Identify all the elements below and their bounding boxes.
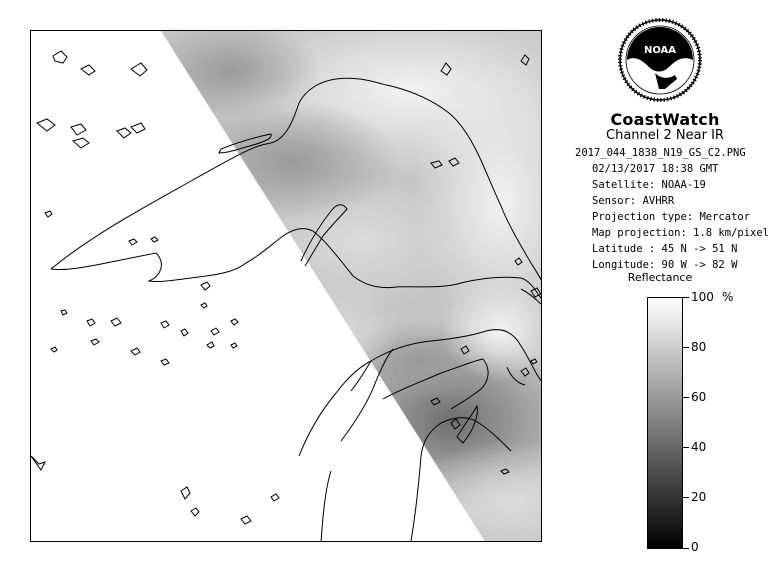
filename-label: 2017_044_1838_N19_GS_C2.PNG <box>575 147 746 159</box>
colorbar-tick <box>683 397 689 398</box>
satellite-swath <box>31 31 542 542</box>
wisconsin-shore <box>321 471 331 542</box>
colorbar-tick <box>683 297 689 298</box>
app-title: CoastWatch <box>610 110 720 129</box>
datetime-label: 02/13/2017 18:38 GMT <box>592 163 719 175</box>
colorbar-title: Reflectance <box>627 271 693 284</box>
satellite-label: Satellite: NOAA-19 <box>592 179 706 191</box>
map-svg <box>31 31 542 542</box>
satellite-image-map <box>30 30 542 542</box>
colorbar-tick <box>683 347 689 348</box>
colorbar-tick <box>683 447 689 448</box>
colorbar-tick-label: 40 <box>691 440 707 454</box>
channel-subtitle: Channel 2 Near IR <box>606 128 724 143</box>
latitude-label: Latitude : 45 N -> 51 N <box>592 243 738 255</box>
colorbar-tick-label: 60 <box>691 390 707 404</box>
colorbar <box>647 297 683 549</box>
upper-peninsula-shore <box>351 361 371 391</box>
colorbar-tick-label: 0 <box>691 540 699 554</box>
noaa-logo <box>617 17 703 103</box>
noaa-logo-svg <box>617 17 703 103</box>
colorbar-tick <box>683 497 689 498</box>
longitude-label: Longitude: 90 W -> 82 W <box>592 259 738 271</box>
projection-type-label: Projection type: Mercator <box>592 211 751 223</box>
colorbar-tick-label: 80 <box>691 340 707 354</box>
colorbar-tick-label: 20 <box>691 490 707 504</box>
colorbar-unit: % <box>722 290 734 304</box>
sensor-label: Sensor: AVHRR <box>592 195 675 207</box>
colorbar-tick <box>683 548 689 549</box>
michigan-west-shore <box>299 361 371 456</box>
noaa-logo-text: NOAA <box>643 45 677 56</box>
colorbar-tick-label: 100 <box>691 290 714 304</box>
map-projection-label: Map projection: 1.8 km/pixel <box>592 227 770 239</box>
